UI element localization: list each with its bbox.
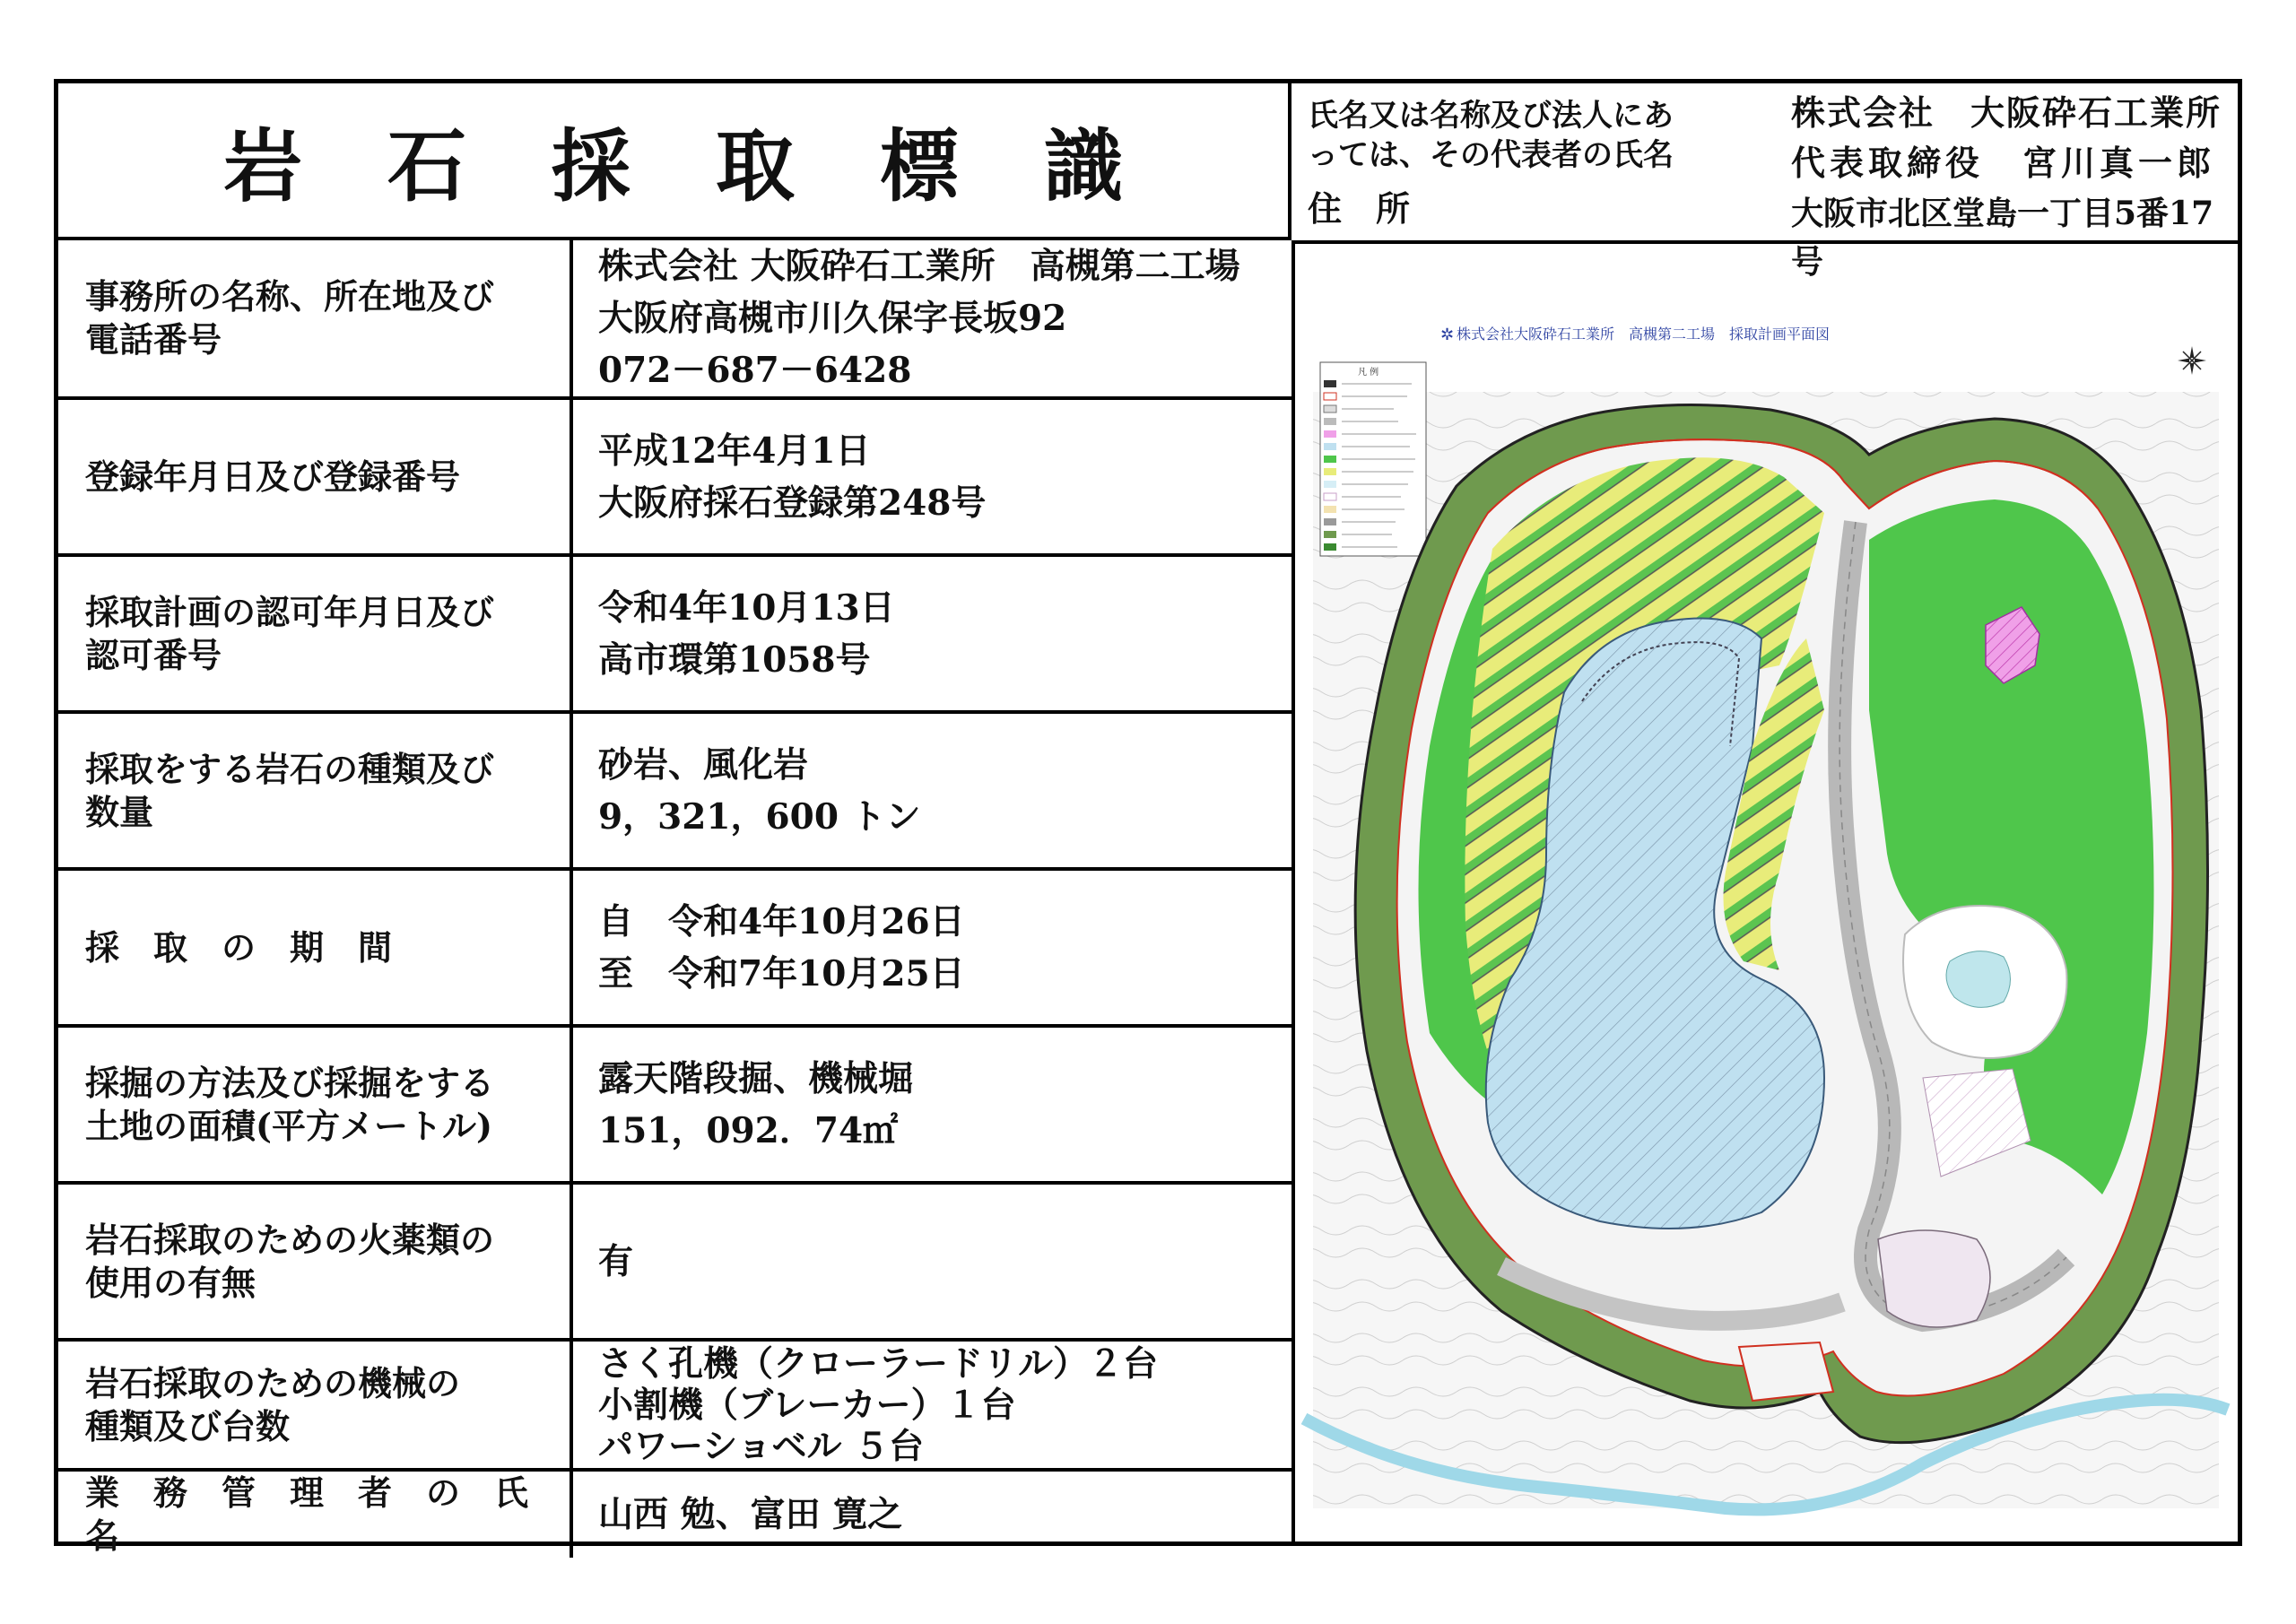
- row-manager: [58, 1470, 1292, 1558]
- owner-representative: 代表取締役 宮川真一郎: [1791, 143, 2216, 183]
- facility-compound: [1878, 1230, 1990, 1327]
- row-label: 岩石採取のための機械の 種類及び台数: [58, 1340, 571, 1470]
- mining-plan-map: [1292, 240, 2242, 1546]
- owner-info: [1292, 83, 2242, 281]
- rock-mining-sign: [54, 79, 2242, 1556]
- owner-address-label: 住 所: [1308, 188, 1411, 229]
- row-label: 業 務 管 理 者 の 氏 名: [58, 1470, 571, 1558]
- row-value: 自 令和4年10月26日 至 令和7年10月25日: [571, 869, 1292, 1026]
- row-value: 露天階段掘、機械堀 151，092．74㎡: [571, 1026, 1292, 1183]
- sign-title-cell: [58, 83, 1292, 240]
- map-title: 株式会社大阪砕石工業所 高槻第二工場 採取計画平面図: [1457, 326, 1831, 343]
- row-label: 事務所の名称、所在地及び 電話番号: [58, 240, 571, 398]
- owner-company: 株式会社 大阪砕石工業所: [1791, 92, 2222, 133]
- compass-icon: [2178, 346, 2206, 375]
- row-machines: [58, 1340, 1292, 1470]
- row-label: 採 取 の 期 間: [58, 869, 571, 1026]
- row-rock-type: [58, 712, 1292, 869]
- row-value: さく孔機（クローラードリル）２台 小割機（ブレーカー）１台 パワーショベル ５台: [571, 1340, 1292, 1470]
- row-value: 株式会社 大阪砕石工業所 高槻第二工場 大阪府高槻市川久保字長坂92 072－687－6428: [571, 240, 1292, 398]
- row-registration: [58, 398, 1292, 555]
- info-table: [58, 240, 1292, 1558]
- owner-name-label-line1: 氏名又は名称及び法人にあ: [1308, 98, 1674, 134]
- sign-title: 岩石採取標識: [222, 118, 1208, 213]
- row-label: 採取をする岩石の種類及び 数量: [58, 712, 571, 869]
- row-method: [58, 1026, 1292, 1183]
- owner-address: 大阪市北区堂島一丁目5番17号: [1791, 195, 2214, 281]
- row-label: 岩石採取のための火薬類の 使用の有無: [58, 1183, 571, 1340]
- row-label: 登録年月日及び登録番号: [58, 398, 571, 555]
- row-approval: [58, 555, 1292, 712]
- row-value: 平成12年4月1日 大阪府採石登録第248号: [571, 398, 1292, 555]
- row-office: [58, 240, 1292, 398]
- row-label: 採掘の方法及び採掘をする 土地の面積(平方メートル): [58, 1026, 571, 1183]
- row-value: 砂岩、風化岩 9，321，600 トン: [571, 712, 1292, 869]
- row-period: [58, 869, 1292, 1026]
- map-legend: [1320, 362, 1426, 556]
- map-drawing: [1295, 244, 2239, 1542]
- row-value: 有: [571, 1183, 1292, 1340]
- row-value: 令和4年10月13日 高市環第1058号: [571, 555, 1292, 712]
- entrance-area: [1739, 1342, 1833, 1401]
- row-explosives: [58, 1183, 1292, 1340]
- owner-name-label-line2: っては、その代表者の氏名: [1308, 137, 1674, 173]
- row-label: 採取計画の認可年月日及び 認可番号: [58, 555, 571, 712]
- legend-heading: 凡 例: [1358, 368, 1379, 378]
- row-value: 山西 勉、富田 寛之: [598, 1494, 903, 1535]
- map-title-star-icon: ✲: [1440, 326, 1455, 344]
